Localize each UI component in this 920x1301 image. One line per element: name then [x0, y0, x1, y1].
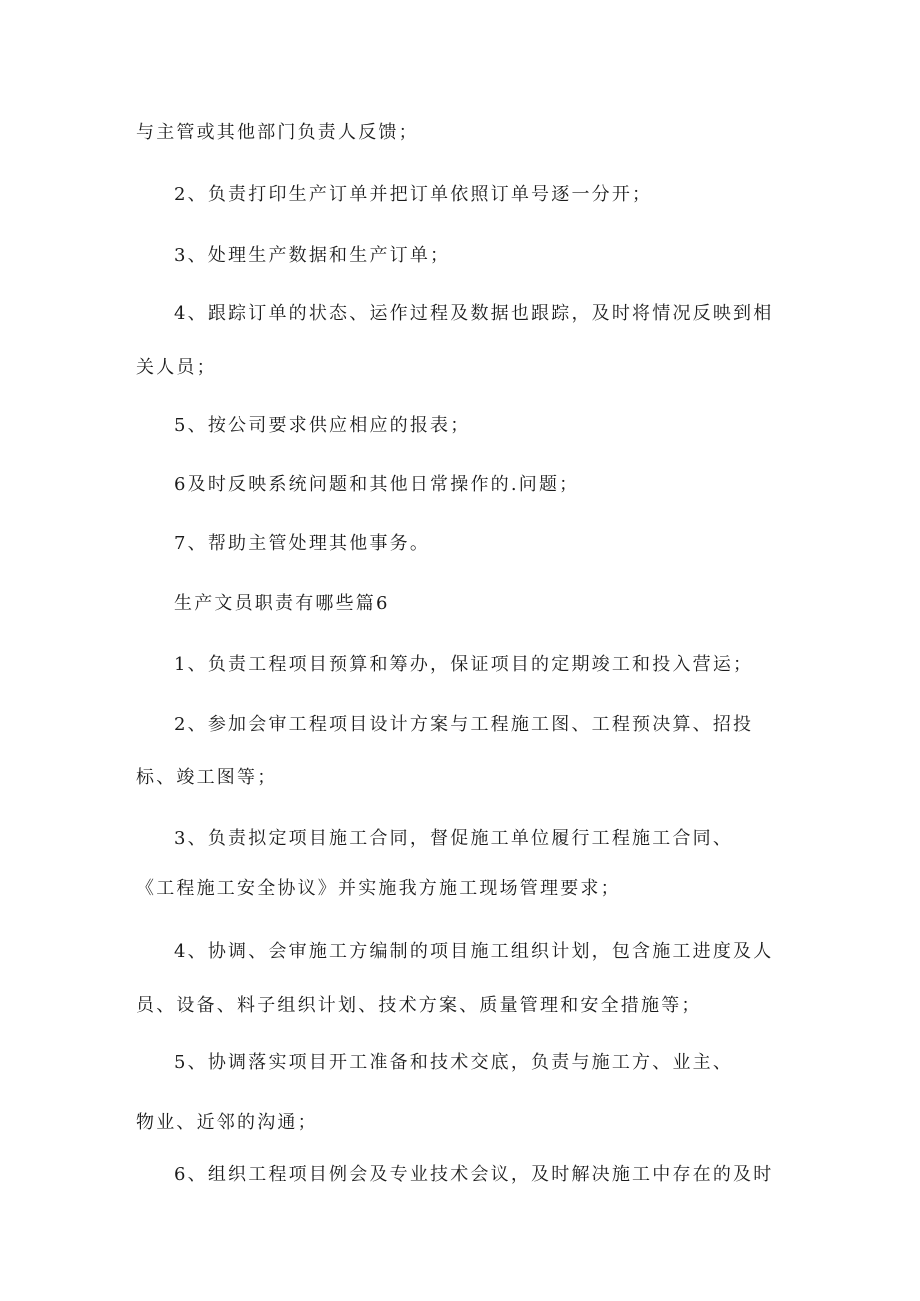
- duty-item-3-continued: 《工程施工安全协议》并实施我方施工现场管理要求；: [136, 878, 621, 899]
- duty-item-5: 5、协调落实项目开工准备和技术交底，负责与施工方、业主、: [174, 1052, 734, 1073]
- duty-item-1: 1、负责工程项目预算和筹办，保证项目的定期竣工和投入营运；: [174, 654, 754, 675]
- duty-item-2: 2、参加会审工程项目设计方案与工程施工图、工程预决算、招投: [174, 714, 754, 735]
- list-item-6: 6及时反映系统问题和其他日常操作的.问题；: [174, 474, 580, 495]
- paragraph-continuation: 与主管或其他部门负责人反馈；: [136, 122, 419, 143]
- list-item-3: 3、处理生产数据和生产订单；: [174, 245, 451, 266]
- duty-item-4: 4、协调、会审施工方编制的项目施工组织计划，包含施工进度及人: [174, 941, 774, 962]
- list-item-4-continued: 关人员；: [136, 357, 217, 378]
- duty-item-6: 6、组织工程项目例会及专业技术会议，及时解决施工中存在的及时: [174, 1164, 774, 1185]
- list-item-7: 7、帮助主管处理其他事务。: [174, 533, 431, 554]
- list-item-5: 5、按公司要求供应相应的报表；: [174, 415, 471, 436]
- section-heading: 生产文员职责有哪些篇6: [174, 593, 390, 614]
- list-item-4: 4、跟踪订单的状态、运作过程及数据也跟踪，及时将情况反映到相: [174, 303, 774, 324]
- duty-item-5-continued: 物业、近邻的沟通；: [136, 1112, 318, 1133]
- duty-item-2-continued: 标、竣工图等；: [136, 767, 278, 788]
- list-item-2: 2、负责打印生产订单并把订单依照订单号逐一分开；: [174, 184, 653, 205]
- duty-item-3: 3、负责拟定项目施工合同，督促施工单位履行工程施工合同、: [174, 828, 734, 849]
- duty-item-4-continued: 员、设备、料子组织计划、技术方案、质量管理和安全措施等；: [136, 995, 702, 1016]
